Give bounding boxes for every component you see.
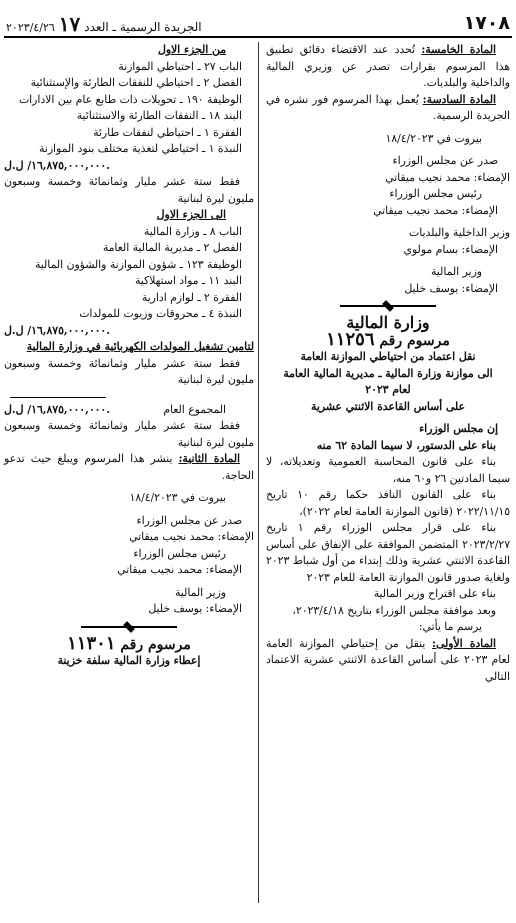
to-line-5: الفقرة ٢ ـ لوازم ادارية bbox=[141, 290, 242, 304]
decree-number: ١١٢٥٦ bbox=[326, 328, 375, 350]
header-publication bbox=[6, 14, 202, 34]
page-number: ١٧٠٨ bbox=[463, 12, 510, 34]
amount-words-2: فقط ستة عشر مليار وثمانمائة وخمسة وسبعون مليون ليرة لبنانية bbox=[4, 356, 254, 386]
article-1 bbox=[266, 636, 510, 686]
pm-title: رئيس مجلس الوزراء bbox=[389, 187, 482, 200]
to-line-1: الباب ٨ ـ وزارة المالية bbox=[143, 224, 242, 238]
article-6 bbox=[266, 92, 510, 125]
decree-subject-4: على أساس القاعدة الاثنتي عشرية bbox=[311, 399, 465, 413]
amount-3: ١٦,٨٧٥,٠٠٠,٠٠٠/ ل.ل. bbox=[4, 402, 110, 416]
decrees-line: يرسم ما يأتي: bbox=[418, 620, 482, 633]
signature-3: الإمضاء: بسام مولوي bbox=[403, 242, 498, 256]
from-line-5: الفقرة ١ ـ احتياطي لنفقات طارئة bbox=[93, 125, 242, 139]
article-1-text: ينقل من إحتياطي الموازنة العامة لعام ٢٠٢٣ على أساس القاعدة الاثنتي عشرية الاعتماد التالي bbox=[266, 636, 511, 683]
decree-subject-1: نقل اعتماد من احتياطي الموازنة العامة bbox=[300, 350, 476, 363]
signature-2: الإمضاء: محمد نجيب ميقاتي bbox=[373, 203, 498, 217]
article-2-label: المادة الثانية: bbox=[178, 452, 240, 465]
council-approval: وبعد موافقة مجلس الوزراء بتاريخ ٢٠٢٣/٤/١٨، bbox=[292, 603, 496, 617]
left-place-date: بيروت في ١٨/٤/٢٠٢٣ bbox=[129, 491, 226, 504]
article-5 bbox=[266, 42, 510, 92]
article-5-text: تُحدد عند الاقتضاء دقائق تطبيق هذا المرسوم بقرارات تصدر عن وزيري المالية والداخلية والبلديات. bbox=[266, 43, 510, 89]
issue-number: ١٧ bbox=[58, 12, 81, 36]
left-signature-3: الإمضاء: يوسف خليل bbox=[148, 602, 242, 615]
article-5-label: المادة الخامسة: bbox=[421, 43, 496, 56]
next-decree-heading bbox=[4, 632, 254, 654]
to-line-6: النبذة ٤ ـ محروقات وزيوت للمولدات bbox=[79, 307, 242, 320]
based-council-decision: بناء على قرار مجلس الوزراء رقم ١ تاريخ ٢٠٢٣/٢/٢٧ المتضمن الموافقة على الإنفاق على أساس القاعدة الاثنتي عشرية وذلك إبتداء من أول شباط ٢٠٢٣ ولغاية صدور قانون الموازنة العامة للعام ٢٠٢٣ bbox=[266, 521, 510, 584]
to-part-heading: الى الجزء الاول bbox=[156, 208, 226, 221]
to-line-4: البند ١١ ـ مواد استهلاكية bbox=[134, 274, 242, 287]
purpose: لتامين تشغيل المولدات الكهربائية في وزارة المالية bbox=[26, 340, 254, 353]
header-rule bbox=[4, 36, 512, 38]
amount-row-2 bbox=[4, 323, 254, 340]
left-signature-1: الإمضاء: محمد نجيب ميقاتي bbox=[129, 530, 254, 543]
left-issued-by: صدر عن مجلس الوزراء bbox=[136, 513, 242, 527]
signature-1: الإمضاء: محمد نجيب ميقاتي bbox=[385, 170, 510, 184]
left-signature-2: الإمضاء: محمد نجيب ميقاتي bbox=[117, 563, 242, 576]
from-line-2: الفصل ٢ ـ احتياطي للنفقات الطارئة والإستثنائية bbox=[30, 76, 242, 89]
article-6-label: المادة السادسة: bbox=[422, 92, 496, 106]
left-section-separator bbox=[81, 624, 177, 630]
left-column bbox=[4, 42, 254, 670]
amount-words-1: فقط ستة عشر مليار وثمانمائة وخمسة وسبعون مليون ليرة لبنانية bbox=[4, 175, 254, 205]
council-heading: إن مجلس الوزراء bbox=[419, 422, 498, 435]
page-header bbox=[6, 8, 510, 34]
amount-2: ١٦,٨٧٥,٠٠٠,٠٠٠/ ل.ل. bbox=[4, 323, 110, 337]
from-part-heading: من الجزء الاول bbox=[157, 43, 226, 56]
interior-minister: وزير الداخلية والبلديات bbox=[409, 226, 510, 239]
amount-words-3: فقط ستة عشر مليار وثمانمائة وخمسة وسبعون مليون ليرة لبنانية bbox=[4, 419, 254, 449]
based-budget-law: بناء على القانون النافذ حكما رقم ١٠ تاريخ ٢٠٢٢/١١/١٥ (قانون الموازنة العامة لعام ٢٠٢٢)، bbox=[266, 488, 510, 518]
amount-row-1 bbox=[4, 158, 254, 175]
to-line-2: الفصل ٢ ـ مديرية المالية العامة bbox=[102, 241, 242, 254]
next-decree-prefix: مرسوم رقم bbox=[120, 636, 191, 653]
article-1-label: المادة الأولى: bbox=[432, 636, 496, 650]
publication-name: الجريدة الرسمية ـ العدد bbox=[84, 20, 202, 34]
next-decree-subject: إعطاء وزارة المالية سلفة خزينة bbox=[57, 654, 201, 667]
article-6-text: يُعمل بهذا المرسوم فور نشره في الجريدة الرسمية. bbox=[266, 92, 510, 122]
section-separator bbox=[340, 303, 436, 309]
ministry-title: وزارة المالية bbox=[346, 313, 430, 332]
from-line-6: النبذة ١ ـ احتياطي لتغذية مختلف بنود الموازنة bbox=[39, 142, 242, 155]
decree-subject-3: لعام ٢٠٢٣ bbox=[365, 383, 411, 396]
article-2-text: ينشر هذا المرسوم ويبلغ حيث تدعو الحاجة. bbox=[4, 452, 254, 482]
to-line-3: الوظيفة ١٢٣ ـ شؤون الموازنة والشؤون المالية bbox=[34, 257, 242, 271]
left-finance-minister: وزير المالية bbox=[175, 585, 226, 599]
column-divider bbox=[258, 42, 259, 903]
total-label: المجموع العام bbox=[163, 402, 226, 416]
article-2 bbox=[4, 451, 254, 484]
decree-subject-2: الى موازنة وزارة المالية ـ مديرية المالية العامة bbox=[283, 366, 493, 380]
issued-by: صدر عن مجلس الوزراء bbox=[392, 154, 498, 167]
sum-rule bbox=[10, 397, 106, 398]
left-pm-title: رئيس مجلس الوزراء bbox=[133, 546, 226, 560]
decree-prefix: مرسوم رقم bbox=[379, 332, 450, 349]
signature-4: الإمضاء: يوسف خليل bbox=[404, 281, 498, 295]
finance-minister: وزير المالية bbox=[431, 265, 482, 278]
issue-date: ٢٠٢٣/٤/٢٦ bbox=[6, 21, 55, 34]
next-decree-number: ١١٣٠١ bbox=[67, 632, 116, 654]
place-date: بيروت في ١٨/٤/٢٠٢٣ bbox=[385, 131, 482, 145]
minister-proposal: بناء على اقتراح وزير المالية bbox=[373, 587, 496, 600]
from-line-4: البند ١٨ ـ النفقات الطارئة والاستثنائية bbox=[76, 109, 242, 122]
from-line-1: الباب ٢٧ ـ احتياطي الموازنة bbox=[118, 59, 242, 73]
decree-heading bbox=[266, 328, 510, 350]
based-constitution: بناء على الدستور، لا سيما المادة ٦٢ منه bbox=[316, 438, 496, 452]
right-column bbox=[266, 42, 510, 685]
total-row bbox=[4, 402, 254, 419]
based-accounting-law: بناء على قانون المحاسبة العمومية وتعديلاته، لا سيما المادتين ٢٦ و٦٠ منه، bbox=[266, 455, 510, 485]
amount-1: ١٦,٨٧٥,٠٠٠,٠٠٠/ ل.ل. bbox=[4, 158, 110, 172]
from-line-3: الوظيفة ١٩٠ ـ تحويلات ذات طابع عام بين الادارات bbox=[18, 92, 242, 106]
